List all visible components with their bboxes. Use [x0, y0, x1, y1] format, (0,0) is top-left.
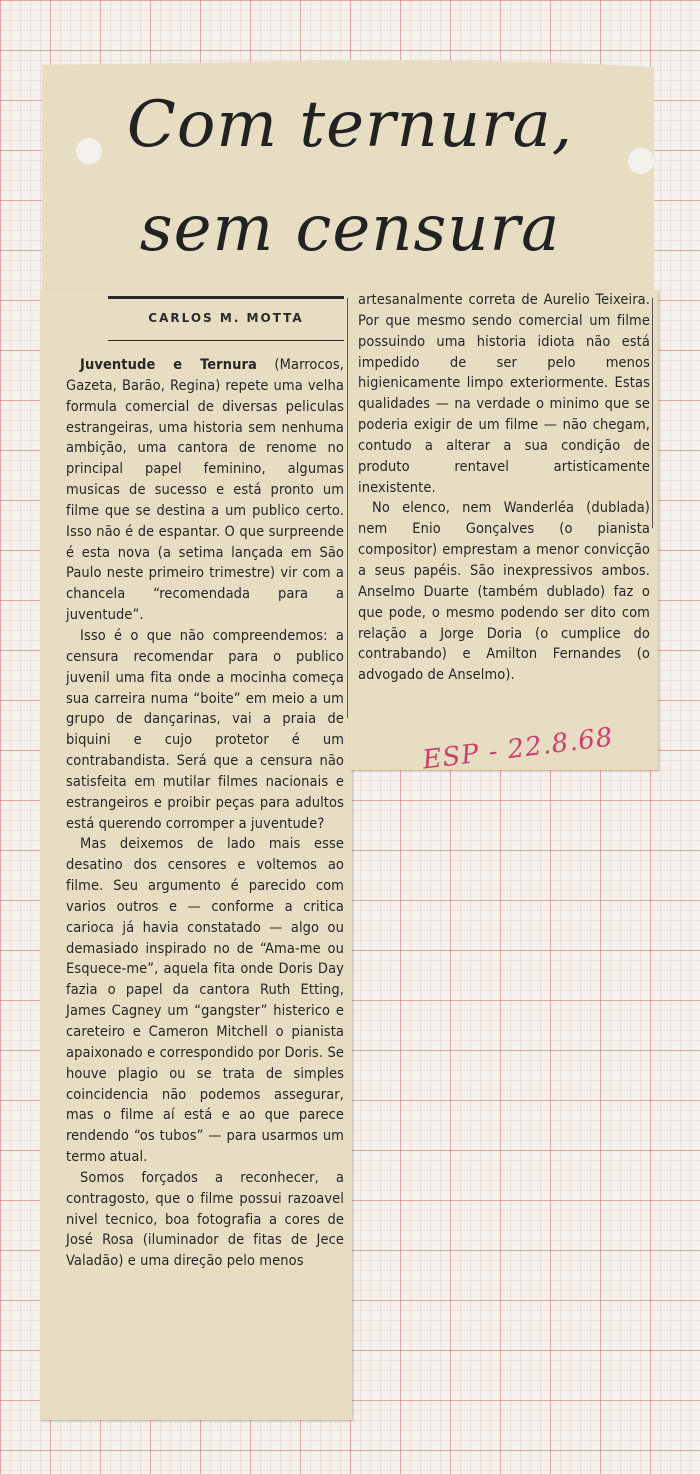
- paragraph-2: Isso é o que não compreendemos: a censura recomendar para o publico juvenil uma fita onde a mocinha começa sua carreira numa “boite” em meio a um grupo de dançarinas, vai a praia de biquini e cujo protetor é um contrabandista. Será que a censura não satisfeita em mutilar filmes nacionais e estrangeiros e proibir peças para adultos está querendo corromper a juventude?: [66, 627, 344, 832]
- paragraph-1: [66, 355, 344, 626]
- article-column-left: [66, 355, 344, 1272]
- article-column-right: [358, 290, 650, 686]
- film-title: Juventude e Ternura: [80, 357, 257, 373]
- paragraph-6: No elenco, nem Wanderléa (dublada) nem Enio Gonçalves (o pianista compositor) emprestam a menor convicção a seus papéis. São inexpressivos ambos. Anselmo Duarte (também dublado) faz o que pode, o mesmo podendo ser dito com relação a Jorge Doria (o cumplice do contrabando) e Amilton Fernandes (o advogado de Anselmo).: [358, 500, 650, 684]
- headline-line-1: Com ternura,: [126, 88, 574, 162]
- paragraph-1-text: (Marrocos, Gazeta, Barão, Regina) repete uma velha formula comercial de diversas peliculas estrangeiras, uma historia sem nenhuma ambição, uma cantora de renome no principal papel feminino, algumas musicas de sucesso e está pronto um filme que se destina a um publico certo. Isso não é de espantar. O que surpreende é esta nova (a setima lançada em São Paulo neste primeiro trimestre) vir com a chancela “recomendada para a juventude”.: [66, 357, 344, 624]
- column-divider: [347, 298, 348, 718]
- paragraph-4: Somos forçados a reconhecer, a contragosto, que o filme possui razoavel nivel tecnico, boa fotografia a cores de José Rosa (iluminador de fitas de Jece Valadão) e uma direção pelo menos: [66, 1169, 344, 1270]
- paragraph-3: Mas deixemos de lado mais esse desatino dos censores e voltemos ao filme. Seu argumento é parecido com varios outros e — conforme a critica carioca já havia constatado — algo ou demasiado inspirado no de “Ama-me ou Esquece-me”, aquela fita onde Doris Day fazia o papel da cantora Ruth Etting, James Cagney um “gangster” histerico e careteiro e Cameron Mitchell o pianista apaixonado e correspondido por Doris. Se houve plagio ou se trata de simples coincidencia não podemos assegurar, mas o filme aí está e ao que parece rendendo “os tubos” — para usarmos um termo atual.: [66, 836, 344, 1166]
- right-column-border: [652, 298, 653, 528]
- paragraph-5: artesanalmente correta de Aurelio Teixeira. Por que mesmo sendo comercial um filme possuindo uma historia idiota não está impedido de ser pelo menos higienicamente limpo exteriormente. Estas qualidades — na verdade o minimo que se poderia exigir de um filme — não chegam, contudo a alterar a sua condição de produto rentavel artisticamente inexistente.: [358, 292, 650, 496]
- byline-rule-bottom: [108, 340, 344, 341]
- headline-line-2: sem censura: [139, 192, 561, 266]
- byline: CARLOS M. MOTTA: [148, 311, 304, 325]
- handwritten-date-stamp: ESP - 22.8.68: [420, 722, 615, 776]
- byline-rule-top: [108, 296, 344, 299]
